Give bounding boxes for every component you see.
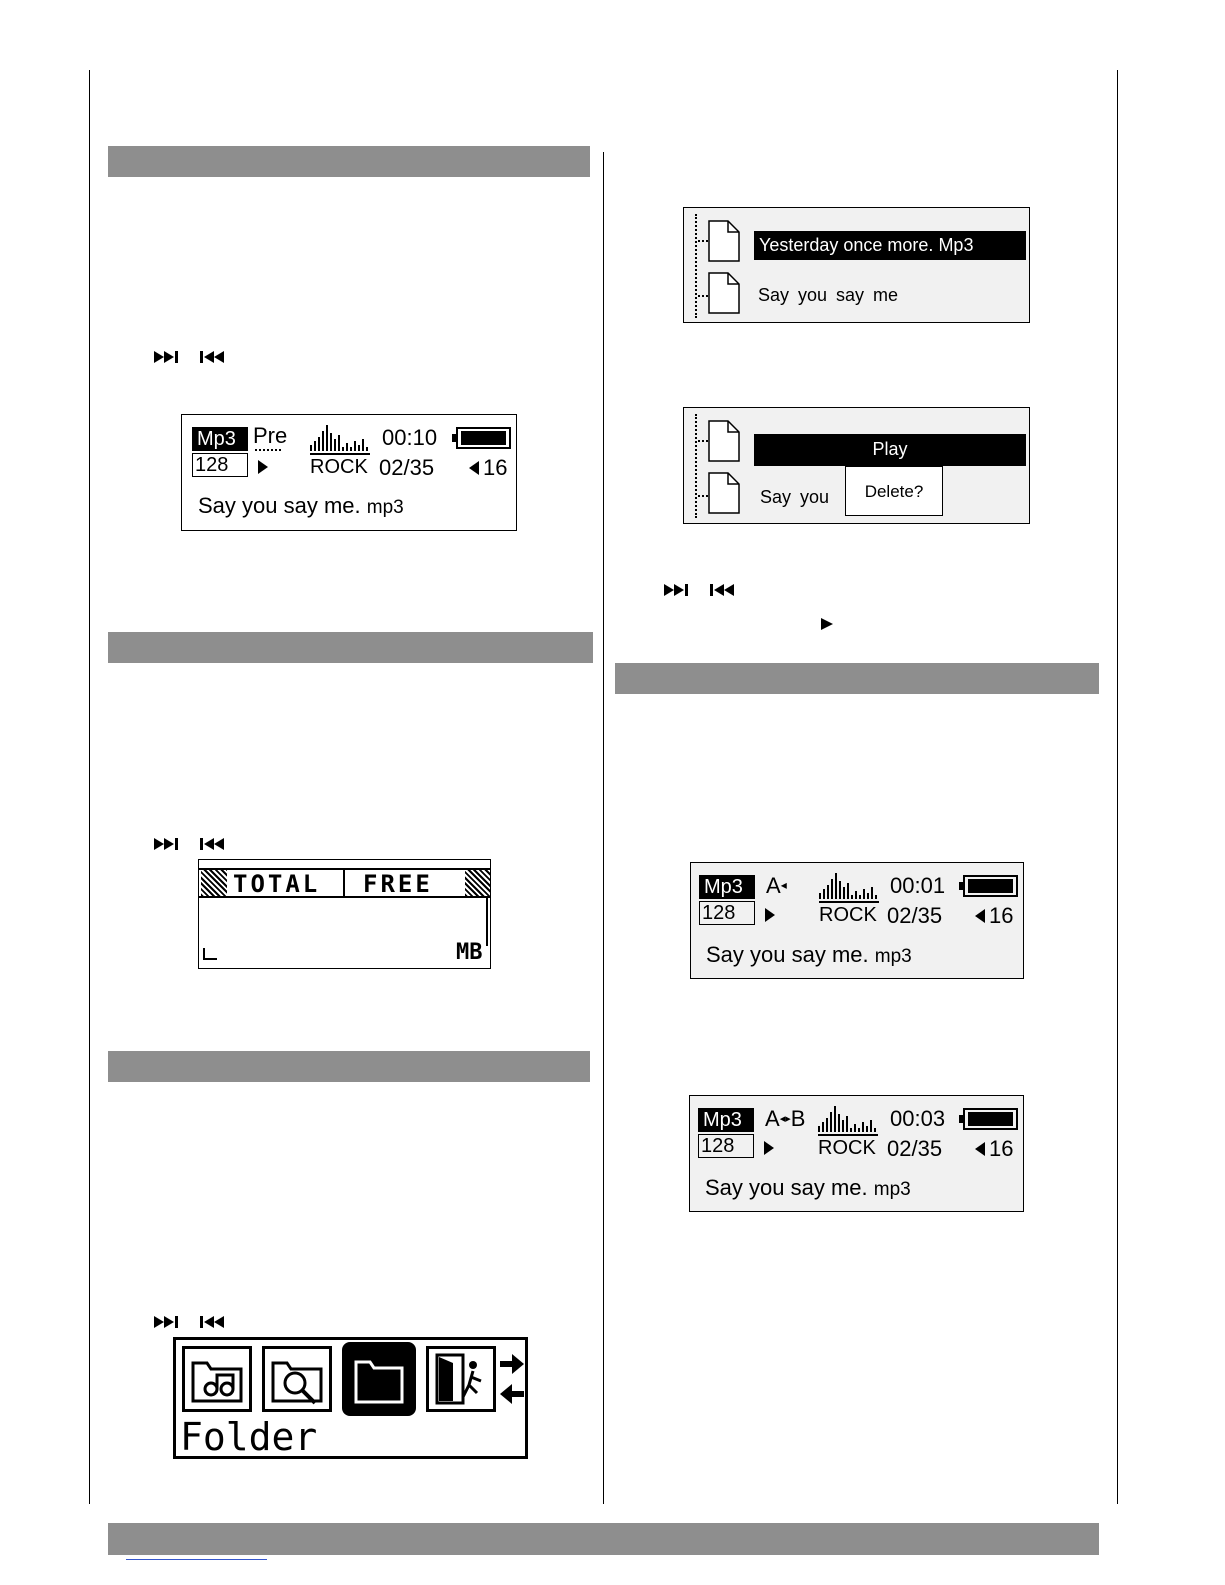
codec-badge: Mp3 [699,875,755,899]
battery-icon [959,875,1019,902]
file-item[interactable]: Say you say me [758,285,899,305]
menu-play-option[interactable]: Play [754,434,1026,466]
codec-badge: Mp3 [192,427,248,451]
repeat-a-label [766,875,787,897]
column-divider [603,152,604,1504]
tree-line [695,414,697,518]
section-bar-4 [615,663,1099,694]
genre-label: ROCK [818,1137,876,1159]
section-bar-1 [108,146,590,177]
exit-icon [426,1346,496,1412]
hatch-left-icon [201,870,227,896]
play-icon [821,617,833,635]
song-extension: mp3 [874,946,912,967]
section-bar-3 [108,1051,590,1082]
song-extension: mp3 [366,497,404,518]
repeat-b-text: B [790,1106,806,1131]
file-icon [708,472,740,519]
battery-icon [452,427,512,454]
lcd-playback-ab [689,1095,1024,1212]
elapsed-time: 00:01 [890,873,946,898]
volume-level: 16 [989,1136,1014,1161]
song-name: Say you say me. [706,942,869,967]
codec-badge: Mp3 [698,1108,754,1132]
equalizer-baseline [310,453,370,455]
file-item-selected[interactable]: Yesterday once more. Mp3 [754,231,1026,260]
mode-label: Pre [253,423,288,448]
media-buttons-2 [154,837,228,855]
track-counter: 02/35 [379,455,435,480]
prev-track-icon [200,350,228,368]
memory-divider [343,870,345,896]
genre-label: ROCK [310,456,368,478]
bitrate-badge: 128 [698,1134,754,1158]
track-counter: 02/35 [887,1136,943,1161]
menu-delete-option[interactable]: Delete? [845,466,943,516]
play-state-icon [764,1141,774,1160]
equalizer-icon [310,425,370,456]
volume-icon [469,461,479,480]
media-buttons-4 [664,583,738,601]
genre-label: ROCK [819,904,877,926]
equalizer-icon [819,873,879,904]
search-folder-icon [262,1346,332,1412]
page-right-rule [1117,70,1118,1504]
equalizer-baseline [818,1134,878,1136]
equalizer-icon [818,1106,878,1137]
equalizer-baseline [819,901,879,903]
lcd-file-browser [683,207,1030,323]
file-icon [708,220,740,267]
file-item-partial: Say you [760,487,830,507]
tree-branch [698,495,708,497]
play-state-icon [765,908,775,927]
bitrate-badge: 128 [192,453,248,477]
media-buttons-1 [154,350,228,368]
arrow-left-icon [500,1384,524,1409]
song-title [705,1177,911,1199]
song-title [706,944,912,966]
next-track-icon [154,350,182,368]
battery-icon [959,1108,1019,1135]
volume-icon [975,909,985,928]
bitrate-badge: 128 [699,901,755,925]
folder-icon-selected [342,1342,416,1416]
prev-track-icon [710,583,738,601]
footer-underline [126,1559,267,1560]
file-icon [708,272,740,319]
section-bar-2 [108,632,593,663]
memory-free-label: FREE [363,870,433,898]
hatch-right-icon [465,870,490,896]
tree-branch [698,295,708,297]
song-title [198,495,404,517]
volume-level: 16 [989,903,1014,928]
lcd-file-menu [683,407,1030,524]
prev-track-icon [200,837,228,855]
file-icon [708,420,740,467]
song-name: Say you say me. [705,1175,868,1200]
song-name: Say you say me. [198,493,361,518]
lcd-memory [198,859,491,969]
tree-line [695,214,697,318]
prev-track-icon [200,1315,228,1333]
song-extension: mp3 [873,1179,911,1200]
volume-icon [975,1142,985,1161]
repeat-arrow-icon: ◂ [780,878,787,892]
page-left-rule [89,70,90,1504]
lcd-menu [173,1337,528,1459]
memory-total-label: TOTAL [233,870,321,898]
section-bar-footer [108,1523,1099,1555]
repeat-a-text: A [765,1106,780,1131]
mode-underline [255,449,281,451]
memory-unit: MB [456,940,483,965]
memory-corner-left [203,948,217,960]
next-track-icon [664,583,692,601]
media-buttons-3 [154,1315,228,1333]
repeat-ab-label [765,1108,805,1130]
elapsed-time: 00:03 [890,1106,946,1131]
arrow-right-icon [500,1354,524,1379]
next-track-icon [154,837,182,855]
lcd-playback-pre [181,414,517,531]
lcd-playback-a [690,862,1024,979]
elapsed-time: 00:10 [382,425,438,450]
memory-right-edge [486,898,488,946]
volume-level: 16 [483,455,508,480]
tree-branch [698,240,708,242]
next-track-icon [154,1315,182,1333]
play-state-icon [258,460,268,479]
menu-label: Folder [180,1415,318,1459]
repeat-a-text: A [766,873,781,898]
track-counter: 02/35 [887,903,943,928]
repeat-arrow-icon: ◂▸ [779,1113,791,1125]
tree-branch [698,440,708,442]
music-folder-icon [182,1346,252,1412]
